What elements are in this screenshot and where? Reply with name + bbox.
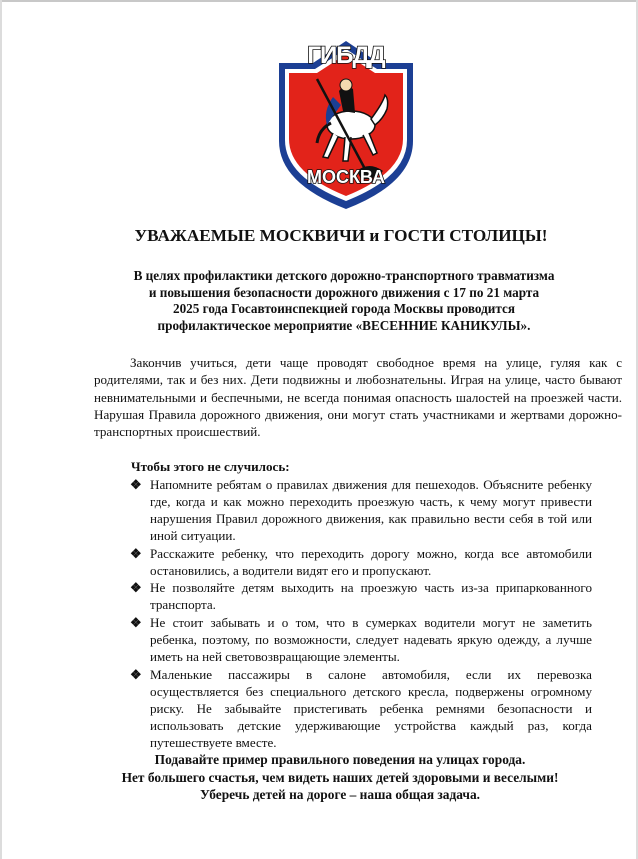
closing-block (40, 751, 638, 804)
gibdd-moscow-emblem (273, 33, 419, 211)
list-item-text: Напомните ребятам о правилах движения для пешеходов. Объясните ребенку где, когда и как можно переходить проезжую часть, к чему могут привести нарушения Правил дорожного движения, как правильно вести себя в той или иной ситуации. (150, 477, 592, 543)
body-paragraph: Закончив учиться, дети чаще проводят свободное время на улице, гуляя как с родителями, так и без них. Дети подвижны и любознательны. Играя на улице, часто бывают невнимательными и беспечными, не всегда понимая опасность шалостей на проезжей части. Нарушая Правила дорожного движения, они могут стать участниками и жертвами дорожно-транспортных происшествий. (94, 355, 622, 440)
closing-line: Подавайте пример правильного поведения на улицах города. (154, 752, 526, 767)
page-title: УВАЖАЕМЫЕ МОСКВИЧИ и ГОСТИ СТОЛИЦЫ! (134, 226, 548, 245)
intro-line: профилактическое мероприятие «ВЕСЕННИЕ КАНИКУЛЫ». (157, 317, 531, 333)
diamond-bullet-icon: ❖ (130, 580, 142, 596)
diamond-bullet-icon: ❖ (130, 666, 142, 682)
intro-line: и повышения безопасности дорожного движения с 17 по 21 марта (148, 284, 540, 300)
advice-list (130, 477, 592, 753)
list-item-text: Расскажите ребенку, что переходить дорогу можно, когда все автомобили остановились, а водители видят его и пропускают. (150, 545, 592, 578)
subheading: Чтобы этого не случилось: (131, 459, 290, 474)
list-item (130, 477, 592, 545)
intro-block (70, 268, 618, 334)
diamond-bullet-icon: ❖ (130, 545, 142, 561)
list-item-text: Не стоит забывать и о том, что в сумерках водители могут не заметить ребенка, поэтому, по возможности, следует надевать яркую одежду, а лучше иметь на ней световозвращающие элементы. (150, 615, 592, 665)
body-text (94, 354, 622, 440)
emblem-top-text: ГИБДД (307, 42, 385, 69)
closing-line: Нет большего счастья, чем видеть наших детей здоровыми и веселыми! (121, 769, 559, 785)
intro-line: 2025 года Госавтоинспекцией города Москвы проводится (172, 301, 515, 317)
emblem-bottom-text: МОСКВА (306, 167, 386, 187)
diamond-bullet-icon: ❖ (130, 615, 142, 631)
list-item (130, 615, 592, 666)
page-frame-left (0, 0, 2, 859)
list-item (130, 546, 592, 580)
list-item-text: Не позволяйте детям выходить на проезжую часть из-за припаркованного транспорта. (150, 580, 592, 613)
list-item (130, 580, 592, 614)
list-item-text: Маленькие пассажиры в салоне автомобиля, если их перевозка осуществляется без специального детского кресла, подвержены огромному риску. Не забывайте пристегивать ребенка ремнями безопасности и использовать детские удерживающие устройства каждый раз, когда путешествуете вместе. (150, 666, 592, 750)
closing-line: Уберечь детей на дороге – наша общая задача. (199, 787, 481, 802)
diamond-bullet-icon: ❖ (130, 477, 142, 492)
page-frame-top (0, 0, 638, 2)
emblem-svg (273, 33, 419, 211)
intro-line: В целях профилактики детского дорожно-транспортного травматизма (133, 268, 555, 283)
list-item (130, 667, 592, 752)
